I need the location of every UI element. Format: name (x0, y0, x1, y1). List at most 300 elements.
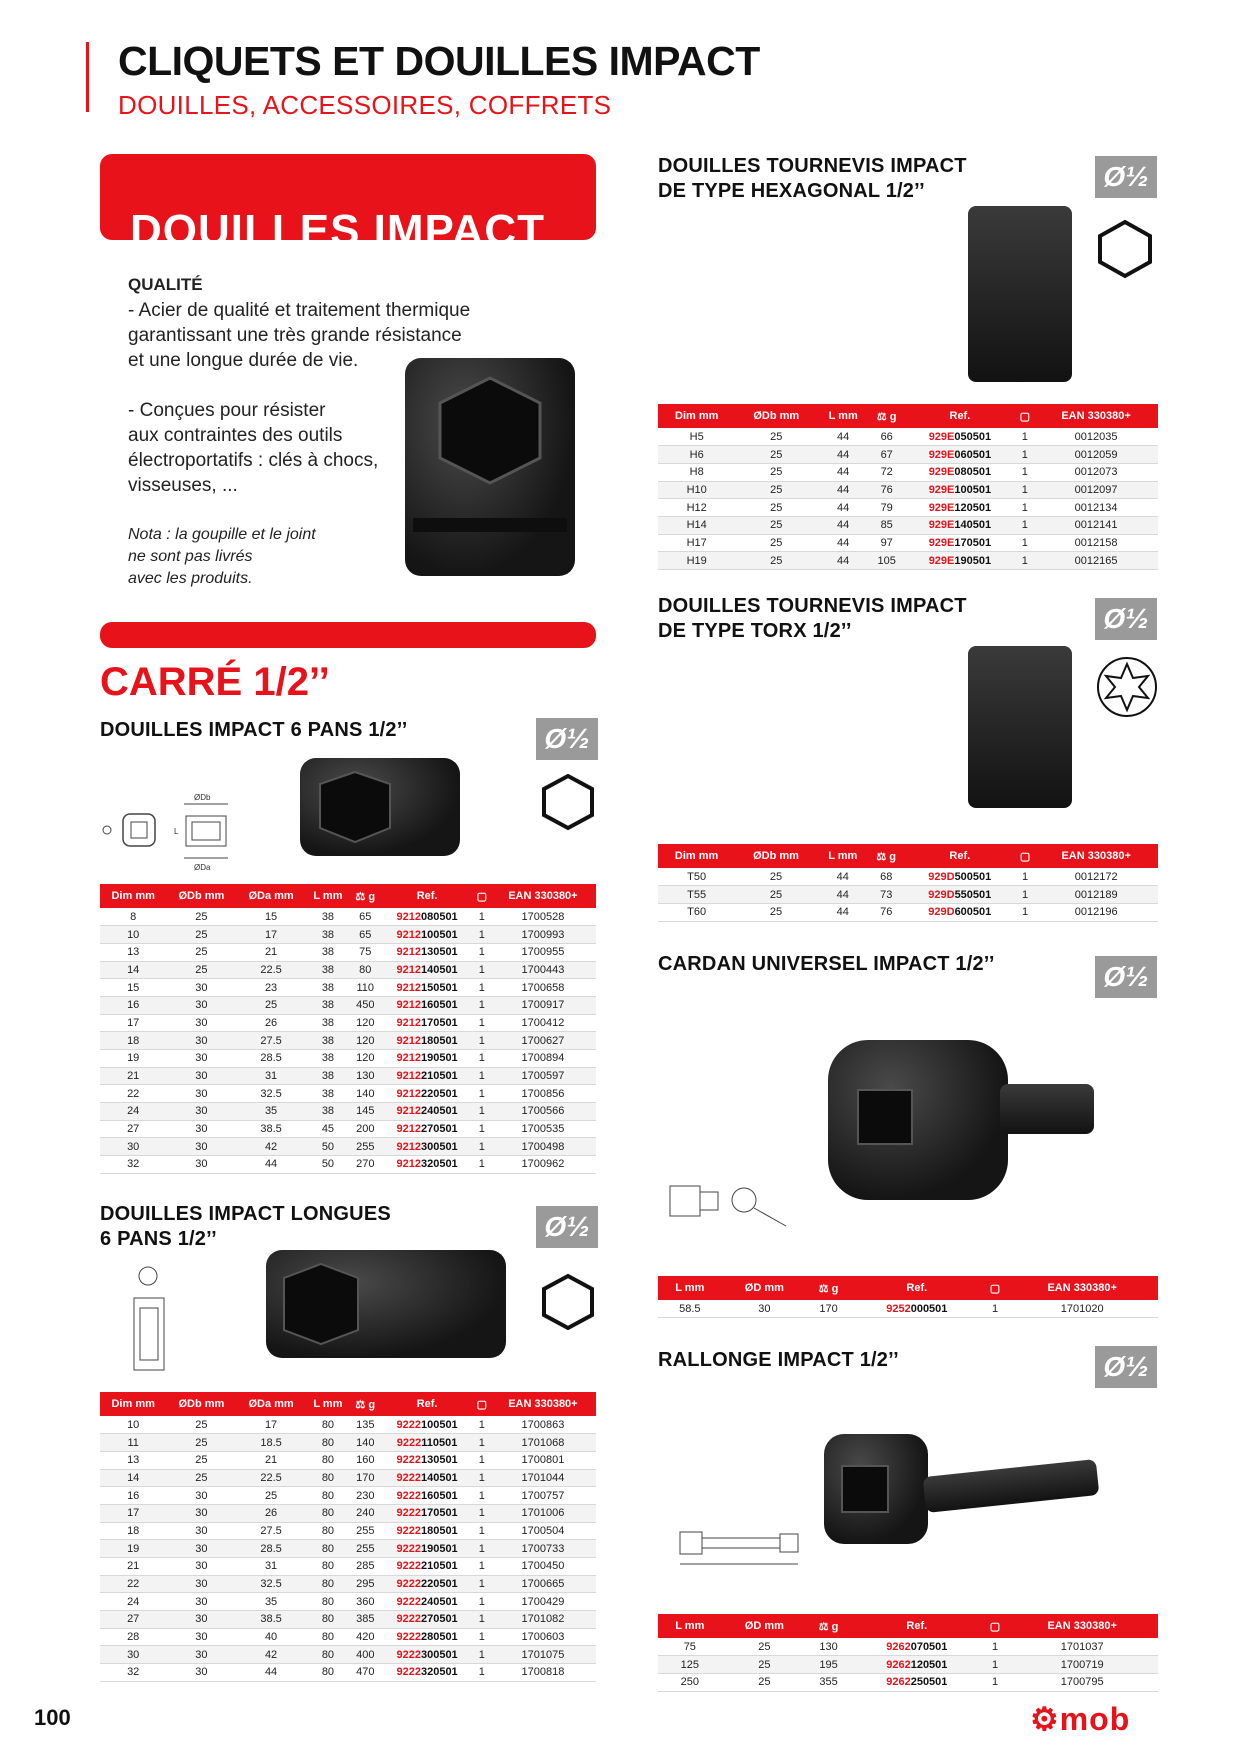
ref-suffix: 120501 (954, 501, 992, 514)
ref-prefix: 9212 (396, 1052, 421, 1065)
ref-prefix: 929E (928, 430, 955, 443)
box-icon: ▢ (1019, 410, 1031, 423)
ref-prefix: 9222 (396, 1560, 421, 1573)
table-cell: 25 (166, 943, 236, 961)
ref-cell (380, 1067, 474, 1085)
ref-suffix: 120501 (910, 1658, 948, 1671)
ref-cell (380, 1593, 474, 1611)
table-cell: 30 (166, 1138, 236, 1156)
table-cell: 75 (350, 943, 380, 961)
table-cell: 38 (306, 926, 351, 944)
table-cell: 25 (735, 446, 817, 464)
table-cell: 67 (869, 446, 904, 464)
six-pans-table: Dim mm ØDb mm ØDa mm L mm ⚖ g Ref. ▢ EAN 330380+ 8 25 15 38 65 9212080501 1 1700528 10 25 17 38 65 9212100501 1 1700993 13 25 21 38 75 9212130501 1 1700955 14 25 22.5 38 80 9212140501 1 1700443 15 30 23 38 110 9212150501 1 1700658 16 30 25 38 450 9212160501 1 1700917 17 30 26 38 120 9212170501 1 1700412 18 30 27.5 38 120 9212180501 1 1700627 19 30 28.5 38 120 9212190501 1 1700894 21 30 31 38 130 9212210501 1 1700597 22 30 32.5 38 140 9212220501 1 1700856 24 30 35 38 145 9212240501 1 1700566 27 30 38.5 45 200 9212270501 1 1700535 30 30 42 50 255 9212300501 1 1700498 32 30 44 50 270 9212320501 1 1700962 (100, 884, 596, 1174)
table-row (100, 1156, 596, 1174)
table-cell: 85 (869, 516, 904, 534)
table-cell: 1700528 (490, 908, 596, 926)
hexagon-profile-icon (538, 1272, 598, 1332)
table-cell: 120 (350, 1050, 380, 1068)
ref-prefix: 9262 (886, 1658, 911, 1671)
table-cell: 1701037 (1006, 1638, 1158, 1656)
table-row (100, 1522, 596, 1540)
ref-cell (380, 1014, 474, 1032)
table-cell: T60 (658, 903, 735, 921)
table-cell: 0012196 (1034, 903, 1158, 921)
table-cell: 1701082 (490, 1611, 596, 1629)
table-cell: 1700504 (490, 1522, 596, 1540)
ref-suffix: 000501 (910, 1302, 948, 1315)
table-cell: 195 (807, 1656, 850, 1674)
weight-icon: ⚖ (355, 1398, 366, 1411)
banner-title: DOUILLES IMPACT (130, 206, 546, 255)
long-socket-drawing-icon (118, 1262, 188, 1382)
table-cell: 1 (984, 1638, 1007, 1656)
table-cell: 255 (350, 1540, 380, 1558)
table-cell: 80 (306, 1575, 351, 1593)
table-cell: H17 (658, 534, 735, 552)
table-cell: H6 (658, 446, 735, 464)
table-cell: 250 (658, 1673, 722, 1691)
square-drive-icon (828, 1040, 1008, 1200)
ref-prefix: 9222 (396, 1471, 421, 1484)
cardan-photo (828, 1040, 1008, 1200)
table-cell: 1700535 (490, 1120, 596, 1138)
table-cell: 25 (166, 1416, 236, 1434)
table-cell: 1701006 (490, 1504, 596, 1522)
table-cell: 1 (1016, 446, 1035, 464)
table-cell: 1701068 (490, 1434, 596, 1452)
table-cell: 1 (474, 1487, 490, 1505)
table-cell: 25 (236, 1487, 305, 1505)
table-cell: 19 (100, 1050, 166, 1068)
ref-suffix: 100501 (420, 1418, 458, 1431)
table-row (658, 868, 1158, 886)
table-cell: 97 (869, 534, 904, 552)
rallonge-drawing-icon (676, 1520, 806, 1570)
page-number: 100 (34, 1705, 71, 1730)
table-cell: 0012097 (1034, 481, 1158, 499)
table-cell: 80 (306, 1434, 351, 1452)
ref-cell (850, 1673, 984, 1691)
hexagon-socket-icon (405, 358, 575, 576)
ref-cell (904, 446, 1015, 464)
table-cell: 25 (236, 996, 305, 1014)
ref-suffix: 160501 (420, 1489, 458, 1502)
square-drive-badge: Ø½ (536, 1206, 598, 1248)
table-cell: 1700443 (490, 961, 596, 979)
table-cell: 50 (306, 1138, 351, 1156)
hex-bit-socket-photo (968, 206, 1072, 382)
table-cell: 0012165 (1034, 552, 1158, 570)
table-cell: 27.5 (236, 1522, 305, 1540)
ref-cell (380, 1120, 474, 1138)
long-socket-photo (266, 1250, 506, 1358)
table-cell: 30 (722, 1300, 807, 1318)
table-cell: 25 (722, 1656, 807, 1674)
table-cell: 1 (474, 926, 490, 944)
ref-cell (380, 1138, 474, 1156)
ref-suffix: 070501 (910, 1640, 948, 1653)
table-row (100, 1014, 596, 1032)
table-cell: 18 (100, 1522, 166, 1540)
table-cell: 38 (306, 1085, 351, 1103)
table-cell: 1700719 (1006, 1656, 1158, 1674)
table-cell: 1 (474, 961, 490, 979)
table-cell: 32 (100, 1664, 166, 1682)
table-cell: 72 (869, 463, 904, 481)
table-cell: 13 (100, 943, 166, 961)
table-cell: 1 (474, 1434, 490, 1452)
table-cell: 30 (100, 1646, 166, 1664)
ref-prefix: 9212 (396, 1087, 421, 1100)
ref-suffix: 170501 (954, 536, 992, 549)
table-cell: 1700429 (490, 1593, 596, 1611)
ref-suffix: 150501 (420, 981, 458, 994)
ref-cell (380, 1575, 474, 1593)
gear-icon: ⚙ (1030, 1701, 1060, 1737)
table-cell: 38 (306, 1014, 351, 1032)
table-cell: 145 (350, 1103, 380, 1121)
ref-prefix: 9262 (886, 1640, 911, 1653)
ref-prefix: 9212 (396, 1123, 421, 1136)
torx-profile-icon (1094, 654, 1160, 720)
table-cell: 1 (1016, 516, 1035, 534)
cardan-rows (658, 1300, 1158, 1318)
ref-cell (380, 1628, 474, 1646)
table-cell: 38 (306, 1032, 351, 1050)
ref-cell (904, 516, 1015, 534)
table-cell: 32.5 (236, 1085, 305, 1103)
six-pans-socket-photo (300, 758, 460, 856)
page-title: CLIQUETS ET DOUILLES IMPACT (118, 38, 760, 84)
ref-cell (904, 481, 1015, 499)
table-cell: 21 (100, 1558, 166, 1576)
table-cell: 135 (350, 1416, 380, 1434)
ref-cell (380, 1416, 474, 1434)
ref-suffix: 160501 (420, 999, 458, 1012)
table-cell: 1 (474, 1522, 490, 1540)
ref-cell (380, 1451, 474, 1469)
ref-cell (380, 1522, 474, 1540)
ref-prefix: 929D (928, 906, 955, 919)
impact-socket-photo (405, 358, 575, 576)
ref-prefix: 9222 (396, 1648, 421, 1661)
qualite-text-1: - Acier de qualité et traitement thermique garantissant une très grande résistance et une longue durée de vie. (128, 300, 471, 371)
table-cell: 1700658 (490, 979, 596, 997)
ref-suffix: 100501 (420, 928, 458, 941)
table-cell: 44 (817, 499, 869, 517)
ref-cell (904, 903, 1016, 921)
ref-prefix: 9222 (396, 1542, 421, 1555)
table-cell: 22.5 (236, 961, 305, 979)
table-cell: 35 (236, 1103, 305, 1121)
ref-suffix: 270501 (420, 1123, 458, 1136)
square-drive-badge: Ø½ (1095, 956, 1157, 998)
table-cell: 25 (722, 1638, 807, 1656)
table-cell: 17 (100, 1504, 166, 1522)
table-cell: 11 (100, 1434, 166, 1452)
ref-cell (380, 1156, 474, 1174)
ref-prefix: 929E (928, 501, 955, 514)
table-cell: 1 (984, 1656, 1007, 1674)
table-cell: 30 (166, 1504, 236, 1522)
table-cell: 44 (817, 868, 869, 886)
table-row (100, 1138, 596, 1156)
table-cell: 38.5 (236, 1120, 305, 1138)
table-cell: 38.5 (236, 1611, 305, 1629)
ref-cell (380, 961, 474, 979)
ref-cell (380, 1434, 474, 1452)
table-row (658, 903, 1158, 921)
table-cell: 17 (100, 1014, 166, 1032)
table-cell: T55 (658, 886, 735, 904)
table-cell: 240 (350, 1504, 380, 1522)
table-cell: 1700955 (490, 943, 596, 961)
table-cell: 25 (735, 534, 817, 552)
table-cell: 31 (236, 1067, 305, 1085)
table-cell: 1 (474, 1156, 490, 1174)
ref-prefix: 9222 (396, 1489, 421, 1502)
torx-table: Dim mm ØDb mm L mm ⚖ g Ref. ▢ EAN 330380+ T50 25 44 68 929D500501 1 0012172 T55 25 44 73 929D550501 1 0012189 T60 25 44 76 929D600501 1 0012196 (658, 844, 1158, 922)
table-cell: 44 (817, 428, 869, 446)
table-cell: T50 (658, 868, 735, 886)
ref-cell (380, 926, 474, 944)
table-row (100, 1646, 596, 1664)
ref-cell (380, 1540, 474, 1558)
table-cell: 30 (166, 1558, 236, 1576)
nota-text: Nota : la goupille et le joint ne sont pas livrés avec les produits. (128, 526, 316, 587)
table-row (100, 1085, 596, 1103)
ref-prefix: 9212 (396, 910, 421, 923)
table-cell: 17 (236, 926, 305, 944)
ref-cell (380, 979, 474, 997)
ref-suffix: 300501 (420, 1140, 458, 1153)
ref-suffix: 240501 (420, 1595, 458, 1608)
table-cell: 25 (722, 1673, 807, 1691)
table-cell: 1 (984, 1300, 1007, 1318)
ref-cell (380, 1487, 474, 1505)
table-row (100, 926, 596, 944)
ref-prefix: 929E (928, 483, 955, 496)
table-cell: 15 (100, 979, 166, 997)
table-cell: 25 (166, 961, 236, 979)
table-row (658, 1673, 1158, 1691)
carre-title: CARRÉ 1/2’’ (100, 660, 330, 704)
weight-icon: ⚖ (818, 1620, 829, 1633)
table-cell: 25 (166, 1434, 236, 1452)
table-row (100, 996, 596, 1014)
table-cell: 80 (306, 1504, 351, 1522)
table-cell: 24 (100, 1103, 166, 1121)
table-cell: 38 (306, 979, 351, 997)
ref-cell (380, 1050, 474, 1068)
ref-cell (380, 1558, 474, 1576)
table-cell: 10 (100, 926, 166, 944)
table-row (100, 1611, 596, 1629)
ref-prefix: 9222 (396, 1613, 421, 1626)
table-cell: 0012134 (1034, 499, 1158, 517)
table-cell: 80 (306, 1611, 351, 1629)
ref-cell (850, 1300, 984, 1318)
ref-prefix: 929E (928, 519, 955, 532)
qualite-text-2: - Conçues pour résister aux contraintes des outils électroportatifs : clés à chocs, visseuses, ... (128, 400, 379, 496)
table-cell: 25 (735, 428, 817, 446)
table-cell: 1 (1016, 463, 1035, 481)
hexagon-opening-icon (266, 1250, 506, 1358)
table-cell: 10 (100, 1416, 166, 1434)
table-cell: 30 (166, 1014, 236, 1032)
table-cell: 1 (1016, 868, 1035, 886)
table-cell: 8 (100, 908, 166, 926)
table-cell: 30 (166, 1067, 236, 1085)
ref-prefix: 9212 (396, 1016, 421, 1029)
table-row (100, 1504, 596, 1522)
ref-suffix: 190501 (420, 1052, 458, 1065)
box-icon: ▢ (476, 1398, 488, 1411)
table-cell: H10 (658, 481, 735, 499)
table-cell: 38 (306, 1050, 351, 1068)
table-cell: 1 (1016, 481, 1035, 499)
table-cell: 360 (350, 1593, 380, 1611)
table-row (658, 552, 1158, 570)
ref-prefix: 9212 (396, 1105, 421, 1118)
ref-prefix: 929D (928, 888, 955, 901)
ref-prefix: 929D (928, 870, 955, 883)
table-cell: 1700665 (490, 1575, 596, 1593)
table-cell: 1700627 (490, 1032, 596, 1050)
table-row (100, 1593, 596, 1611)
ref-prefix: 9222 (396, 1595, 421, 1608)
ref-prefix: 9212 (396, 1034, 421, 1047)
table-cell: 1 (474, 1611, 490, 1629)
table-cell: 38 (306, 961, 351, 979)
table-cell: 295 (350, 1575, 380, 1593)
table-cell: 1701044 (490, 1469, 596, 1487)
ref-suffix: 140501 (420, 1471, 458, 1484)
header-accent-bar (86, 42, 89, 112)
ref-prefix: 9222 (396, 1666, 421, 1679)
ref-prefix: 929E (928, 536, 955, 549)
square-drive-badge: Ø½ (1095, 598, 1157, 640)
ref-prefix: 9212 (396, 981, 421, 994)
table-cell: 44 (236, 1156, 305, 1174)
ref-suffix: 080501 (420, 910, 458, 923)
table-cell: 200 (350, 1120, 380, 1138)
table-cell: 31 (236, 1558, 305, 1576)
ref-cell (380, 1504, 474, 1522)
ref-cell (850, 1656, 984, 1674)
table-row (100, 1469, 596, 1487)
table-cell: 1 (474, 1416, 490, 1434)
table-cell: 1 (984, 1673, 1007, 1691)
table-cell: 22.5 (236, 1469, 305, 1487)
ref-suffix: 250501 (910, 1676, 948, 1689)
table-row (100, 908, 596, 926)
table-cell: 32 (100, 1156, 166, 1174)
table-cell: 44 (817, 481, 869, 499)
table-cell: 1700801 (490, 1451, 596, 1469)
table-cell: 1700597 (490, 1067, 596, 1085)
ref-cell (380, 1032, 474, 1050)
ref-cell (904, 428, 1015, 446)
table-row (100, 1487, 596, 1505)
ref-prefix: 9212 (396, 928, 421, 941)
table-cell: 25 (735, 463, 817, 481)
table-cell: 1 (474, 1469, 490, 1487)
ref-suffix: 270501 (420, 1613, 458, 1626)
table-cell: H5 (658, 428, 735, 446)
table-cell: 30 (166, 1103, 236, 1121)
longues-rows (100, 1416, 596, 1681)
longues-title: DOUILLES IMPACT LONGUES 6 PANS 1/2’’ (100, 1203, 391, 1250)
ref-cell (904, 499, 1015, 517)
table-cell: 1 (474, 1504, 490, 1522)
table-cell: 270 (350, 1156, 380, 1174)
table-cell: 30 (166, 1487, 236, 1505)
ref-prefix: 9212 (396, 1070, 421, 1083)
table-cell: 22 (100, 1575, 166, 1593)
table-cell: 24 (100, 1593, 166, 1611)
table-cell: 14 (100, 1469, 166, 1487)
table-cell: 40 (236, 1628, 305, 1646)
table-cell: 21 (100, 1067, 166, 1085)
carre-banner-bar (100, 622, 596, 648)
ref-suffix: 550501 (954, 888, 992, 901)
table-cell: 73 (869, 886, 904, 904)
table-cell: 1 (474, 1540, 490, 1558)
table-cell: 130 (807, 1638, 850, 1656)
ref-suffix: 190501 (420, 1542, 458, 1555)
table-cell: 80 (306, 1451, 351, 1469)
ref-cell (904, 534, 1015, 552)
table-cell: 30 (166, 1032, 236, 1050)
ref-prefix: 9222 (396, 1578, 421, 1591)
table-cell: 25 (166, 1469, 236, 1487)
table-cell: 38 (306, 1067, 351, 1085)
table-cell: 30 (166, 996, 236, 1014)
technical-drawing-icon (98, 782, 238, 872)
ref-prefix: 9212 (396, 999, 421, 1012)
hexagon-opening-icon (300, 758, 460, 856)
ref-suffix: 130501 (420, 946, 458, 959)
table-row (100, 1103, 596, 1121)
table-cell: H12 (658, 499, 735, 517)
table-cell: 38 (306, 996, 351, 1014)
table-cell: 80 (350, 961, 380, 979)
ref-prefix: 9222 (396, 1631, 421, 1644)
table-cell: 1 (474, 979, 490, 997)
ref-suffix: 080501 (954, 466, 992, 479)
weight-icon: ⚖ (876, 410, 887, 423)
table-cell: 38 (306, 908, 351, 926)
table-cell: 42 (236, 1138, 305, 1156)
table-cell: 76 (869, 903, 904, 921)
table-cell: 80 (306, 1558, 351, 1576)
table-cell: 1700566 (490, 1103, 596, 1121)
table-cell: H19 (658, 552, 735, 570)
table-cell: 30 (100, 1138, 166, 1156)
table-cell: 26 (236, 1014, 305, 1032)
table-cell: 0012059 (1034, 446, 1158, 464)
ref-suffix: 210501 (420, 1070, 458, 1083)
table-cell: 80 (306, 1522, 351, 1540)
qualite-heading: QUALITÉ (128, 275, 203, 294)
ref-prefix: 9262 (886, 1676, 911, 1689)
table-cell: 1 (474, 1103, 490, 1121)
page-subtitle: DOUILLES, ACCESSOIRES, COFFRETS (118, 90, 612, 120)
table-row (100, 979, 596, 997)
square-drive-badge: Ø½ (1095, 1346, 1157, 1388)
